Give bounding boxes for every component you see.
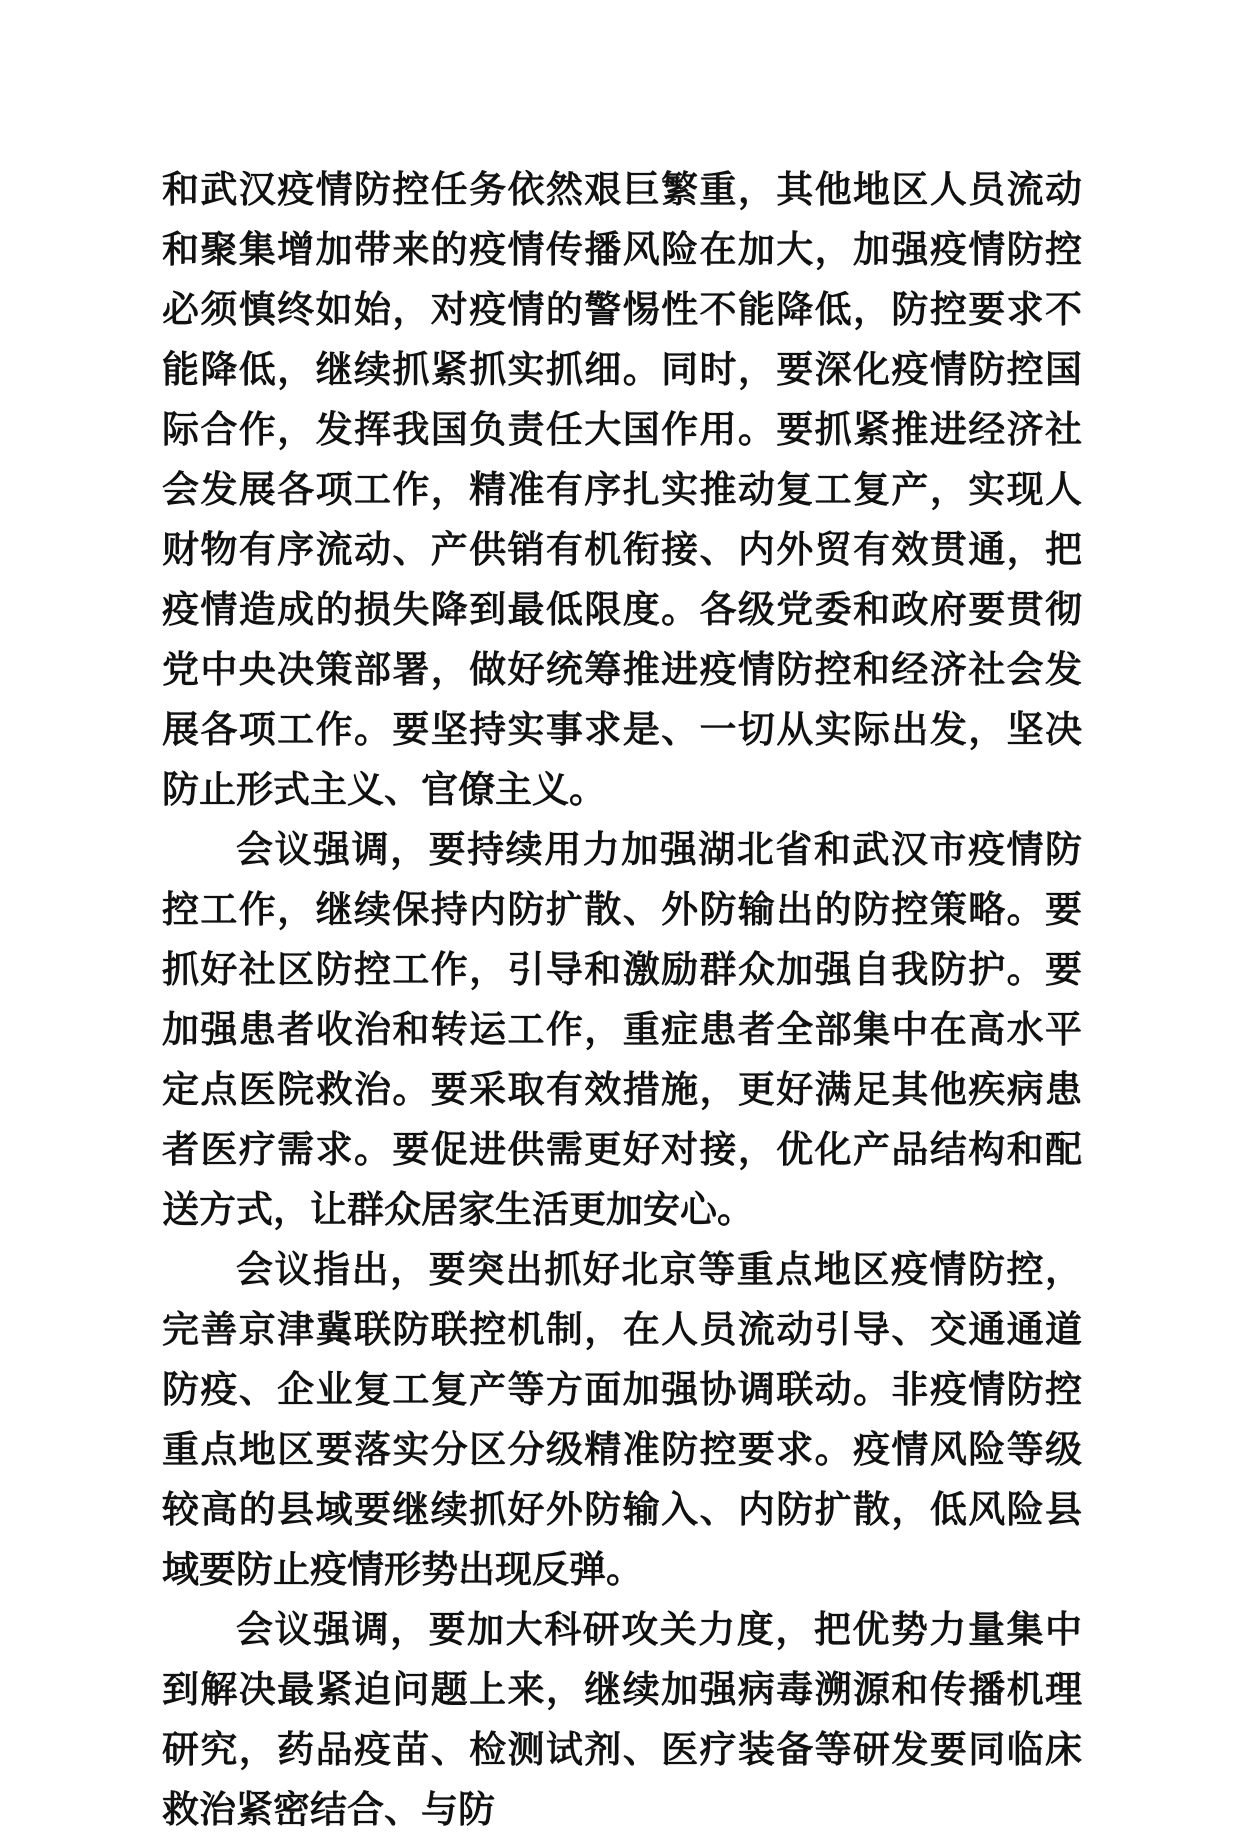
paragraph: 会议指出，要突出抓好北京等重点地区疫情防控，完善京津冀联防联控机制，在人员流动引导、交通通道防疫、企业复工复产等方面加强协调联动。非疫情防控重点地区要落实分区分级精准防控要求。疫情风险等级较高的县域要继续抓好外防输入、内防扩散，低风险县域要防止疫情形势出现反弹。 xyxy=(162,1248,1082,1591)
document-body xyxy=(162,160,1082,1840)
paragraph-continued: 和武汉疫情防控任务依然艰巨繁重，其他地区人员流动和聚集增加带来的疫情传播风险在加大，加强疫情防控必须慎终如始，对疫情的警惕性不能降低，防控要求不能降低，继续抓紧抓实抓细。同时，要深化疫情防控国际合作，发挥我国负责任大国作用。要抓紧推进经济社会发展各项工作，精准有序扎实推动复工复产，实现人财物有序流动、产供销有机衔接、内外贸有效贯通，把疫情造成的损失降到最低限度。各级党委和政府要贯彻党中央决策部署，做好统筹推进疫情防控和经济社会发展各项工作。要坚持实事求是、一切从实际出发，坚决防止形式主义、官僚主义。 xyxy=(162,168,1082,811)
paragraph: 会议强调，要持续用力加强湖北省和武汉市疫情防控工作，继续保持内防扩散、外防输出的防控策略。要抓好社区防控工作，引导和激励群众加强自我防护。要加强患者收治和转运工作，重症患者全部集中在高水平定点医院救治。要采取有效措施，更好满足其他疾病患者医疗需求。要促进供需更好对接，优化产品结构和配送方式，让群众居家生活更加安心。 xyxy=(162,828,1082,1231)
paragraph: 会议强调，要加大科研攻关力度，把优势力量集中到解决最紧迫问题上来，继续加强病毒溯源和传播机理研究，药品疫苗、检测试剂、医疗装备等研发要同临床救治紧密结合、与防 xyxy=(162,1608,1082,1831)
